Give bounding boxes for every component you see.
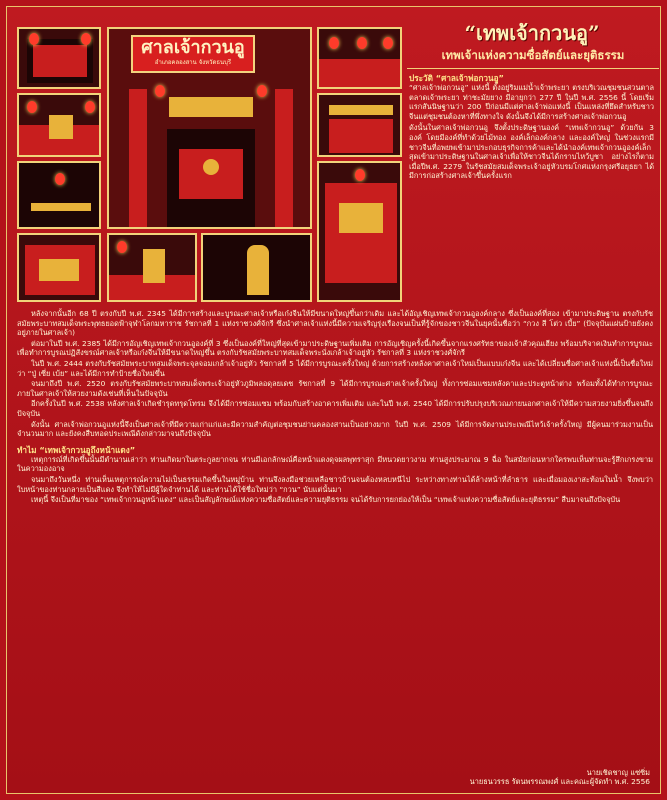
photo-shrine-roof [317, 161, 402, 302]
photo-offerings [17, 233, 101, 302]
lower-paragraph-3: ในปี พ.ศ. 2444 ตรงกับรัชสมัยพระบาทสมเด็จพระจุลจอมเกล้าเจ้าอยู่หัว รัชกาลที่ 5 ได้มีการบูรณะครั้งใหญ่ ด้วยการสร้างหลังคาศาลเจ้าใหม่เป็นแบบเก๋งจีน และได้เปลี่ยนชื่อศาลเจ้าแห่งนี้เป็นชื่อใหม่ว่า “ปู่ เซี่ย เบ้ย” และได้มีการทำป้ายชื่อใหม่ขึ้น [17, 358, 653, 378]
history-section [409, 73, 654, 183]
lower-paragraph-9: เหตุนี้ จึงเป็นที่มาของ “เทพเจ้ากวนอูหน้าแดง” และเป็นสัญลักษณ์แห่งความซื่อสัตย์และความยุติธรรม จนได้รับการยกย่องให้เป็น “เทพเจ้าแห่งความซื่อสัตย์และยุติธรรม” สืบมาจนถึงปัจจุบัน [31, 495, 621, 505]
lower-paragraph-2: ต่อมาในปี พ.ศ. 2385 ได้มีการอัญเชิญเทพเจ้ากวนอูองค์ที่ 3 ซึ่งเป็นองค์ที่ใหญ่ที่สุดเข้ามาประดิษฐานเพิ่มเติม การอัญเชิญครั้งนี้เกิดขึ้นจากแรงศรัทธาของเจ้าสัวคุณเฮียง พร้อมบริจาคเงินทำการบูรณะ เพื่อทำการบูรณปฏิสังขรณ์ศาลเจ้าหรือเก๋งจีนให้มีขนาดใหญ่ขึ้น ตรงกับรัชสมัยพระบาทสมเด็จพระนั่งเกล้าเจ้าอยู่หัว รัชกาลที่ 3 แห่งราชวงศ์จักรี [17, 338, 653, 358]
signature-line-2: นายธนวรรธ รัตนพรรณพงศ์ และคณะผู้จัดทำ พ.ศ. 2556 [469, 777, 650, 787]
lower-paragraph-5: อีกครั้งในปี พ.ศ. 2538 หลังศาลเจ้าเกิดชำรุดทรุดโทรม จึงได้มีการซ่อมแซม พร้อมกับสร้างอาคารเพิ่มเติม และในปี พ.ศ. 2540 ได้มีการปรับปรุงบริเวณภายนอกศาลเจ้าให้มีความสวยงามยิ่งขึ้นจนถึงปัจจุบัน [17, 399, 653, 418]
lower-text-section [17, 309, 653, 506]
history-paragraph-2: ดังนั้นในศาลเจ้าพ่อกวนอู จึงตั้งประดิษฐานองค์ “เทพเจ้ากวนอู” ด้วยกัน 3 องค์ โดยมีองค์ที่ทำด้วยไม้ทอง องค์เล็กองค์กลาง และองค์ใหญ่ ในช่วงแรกมีชาวจีนที่อพยพเข้ามาประกอบธุรกิจการค้าและได้นำองค์เทพเจ้ากวนอูองค์เล็กสุดเข้ามาประดิษฐานในศาลเจ้าเพื่อให้ชาวจีนได้กราบไหว้บูชา อย่างไรก็ตาม เมื่อปีพ.ศ. 2279 ในรัชสมัยสมเด็จพระเจ้าอยู่หัวบรมโกศแห่งกรุงศรีอยุธยา ได้มีการก่อสร้างศาลเจ้าขึ้นครั้งแรก [409, 123, 654, 181]
signature-block [450, 768, 650, 787]
poster [6, 6, 661, 794]
lower-paragraph-1: หลังจากนั้นอีก 68 ปี ตรงกับปี พ.ศ. 2345 ได้มีการสร้างและบูรณะศาลเจ้าหรือเก๋งจีนให้มีขนาดใหญ่ขึ้นกว่าเดิม และได้อัญเชิญเทพเจ้ากวนอูองค์กลาง ซึ่งเป็นองค์ที่สอง เข้ามาประดิษฐาน ตรงกับรัชสมัยพระบาทสมเด็จพระพุทธยอดฟ้าจุฬาโลกมหาราช รัชกาลที่ 1 แห่งราชวงศ์จักรี ซึ่งนำศาลเจ้าแห่งนี้มีความเจริญรุ่งเรืองจนเป็นที่รู้จักของชาวจีนในยุคนั้นชื่อว่า “กวง สี โต่ว เบี้ย” (ปัจจุบันแผ่นป้ายยังคงอยู่ภายในศาลเจ้า) [17, 309, 653, 338]
history-paragraph-1: “ศาลเจ้าพ่อกวนอู” แห่งนี้ ตั้งอยู่ริมแม่น้ำเจ้าพระยา ตรงบริเวณชุมชนสวนตาลตลาดเจ้าพระยา ท่าชะมัยยาง มีอายุกว่า 277 ปี ในปี พ.ศ. 2556 นี้ โดยเริ่มแรกสันนิษฐานว่า 200 ปีก่อนมีแต่ศาลเจ้าพ่อแห่งนี้ เป็นแหล่งที่ยึดสำหรับชาวจีนแต่ชุมชนต้องหาที่พึ่งทางใจ ดังนั้นจึงได้มีการสร้างศาลเจ้าพ่อกวนอู [409, 83, 654, 121]
photo-shrine-hall [17, 161, 101, 229]
gate-sign: ศาลเจ้ากวนอู อำเภอคลองสาน จังหวัดธนบุรี [131, 35, 255, 73]
photo-collage [17, 27, 402, 302]
photo-lanterns [317, 27, 402, 89]
red-face-heading: ทำไม “เทพเจ้ากวนอูถึงหน้าแดง” [17, 444, 136, 455]
photo-courtyard [317, 93, 402, 157]
poster-subtitle: เทพเจ้าแห่งความซื่อสัตย์และยุติธรรม [407, 47, 659, 69]
photo-statue-shrine [107, 233, 197, 302]
lower-paragraph-7: เหตุการณ์ที่เกิดขึ้นนั้นมีตำนานเล่าว่า ท่านเกิดมาในตระกูลยากจน ท่านมีเอกลักษณ์คือหน้าแดงดุจผลพุทราสุก มีหนวดยาวงาม ท่านสูงประมาณ 9 ฉื่อ ในสมัยก่อนหากใครพบเห็นท่านจะรู้สึกเกรงขามในความองอาจ [17, 454, 653, 474]
lower-paragraph-8: จนมาถึงวันหนึ่ง ท่านเห็นเหตุการณ์ความไม่เป็นธรรมเกิดขึ้นในหมู่บ้าน ท่านจึงลงมือช่วยเหลือชาวบ้านจนต้องหลบหนีไป ระหว่างทางท่านได้ล้างหน้าที่ลำธาร และเมื่อมองเงาสะท้อนในน้ำ จึงพบว่าใบหน้าของท่านกลายเป็นสีแดง จึงทำให้ไม่มีผู้ใดจำท่านได้ และท่านได้ใช้ชื่อใหม่ว่า “กวน” นับแต่นั้นมา [17, 474, 653, 494]
signature-line-1: นายเชิดชาญ แซ่ซิ่ม [586, 767, 650, 777]
lower-paragraph-6: ดังนั้น ศาลเจ้าพ่อกวนอูแห่งนี้จึงเป็นศาลเจ้าที่มีความเก่าแก่และมีความสำคัญต่อชุมชนย่านคลองสานเป็นอย่างมาก ในปี พ.ศ. 2509 ได้มีการจัดงานประเพณีไหว้เจ้าครั้งใหญ่ มีผู้คนมาร่วมงานเป็นจำนวนมาก และยังคงสืบทอดประเพณีดังกล่าวมาจนถึงปัจจุบัน [17, 419, 653, 439]
photo-shrine-gate [107, 27, 312, 229]
photo-guan-yu-statue [201, 233, 312, 302]
history-heading: ประวัติ “ศาลเจ้าพ่อกวนอู” [409, 73, 504, 83]
photo-shrine-interior [17, 93, 101, 157]
lower-paragraph-4: จนมาถึงปี พ.ศ. 2520 ตรงกับรัชสมัยพระบาทสมเด็จพระเจ้าอยู่หัวภูมิพลอดุลยเดช รัชกาลที่ 9 ได้มีการบูรณะศาลเจ้าครั้งใหญ่ ทั้งการซ่อมแซมหลังคาและประตูหน้าต่าง พร้อมทั้งได้ทำการบูรณะภายในศาลเจ้าให้สวยงามดังเช่นที่เห็นในปัจจุบัน [17, 379, 653, 398]
poster-title: “เทพเจ้ากวนอู” [464, 21, 600, 45]
photo-shrine-altar [17, 27, 101, 89]
